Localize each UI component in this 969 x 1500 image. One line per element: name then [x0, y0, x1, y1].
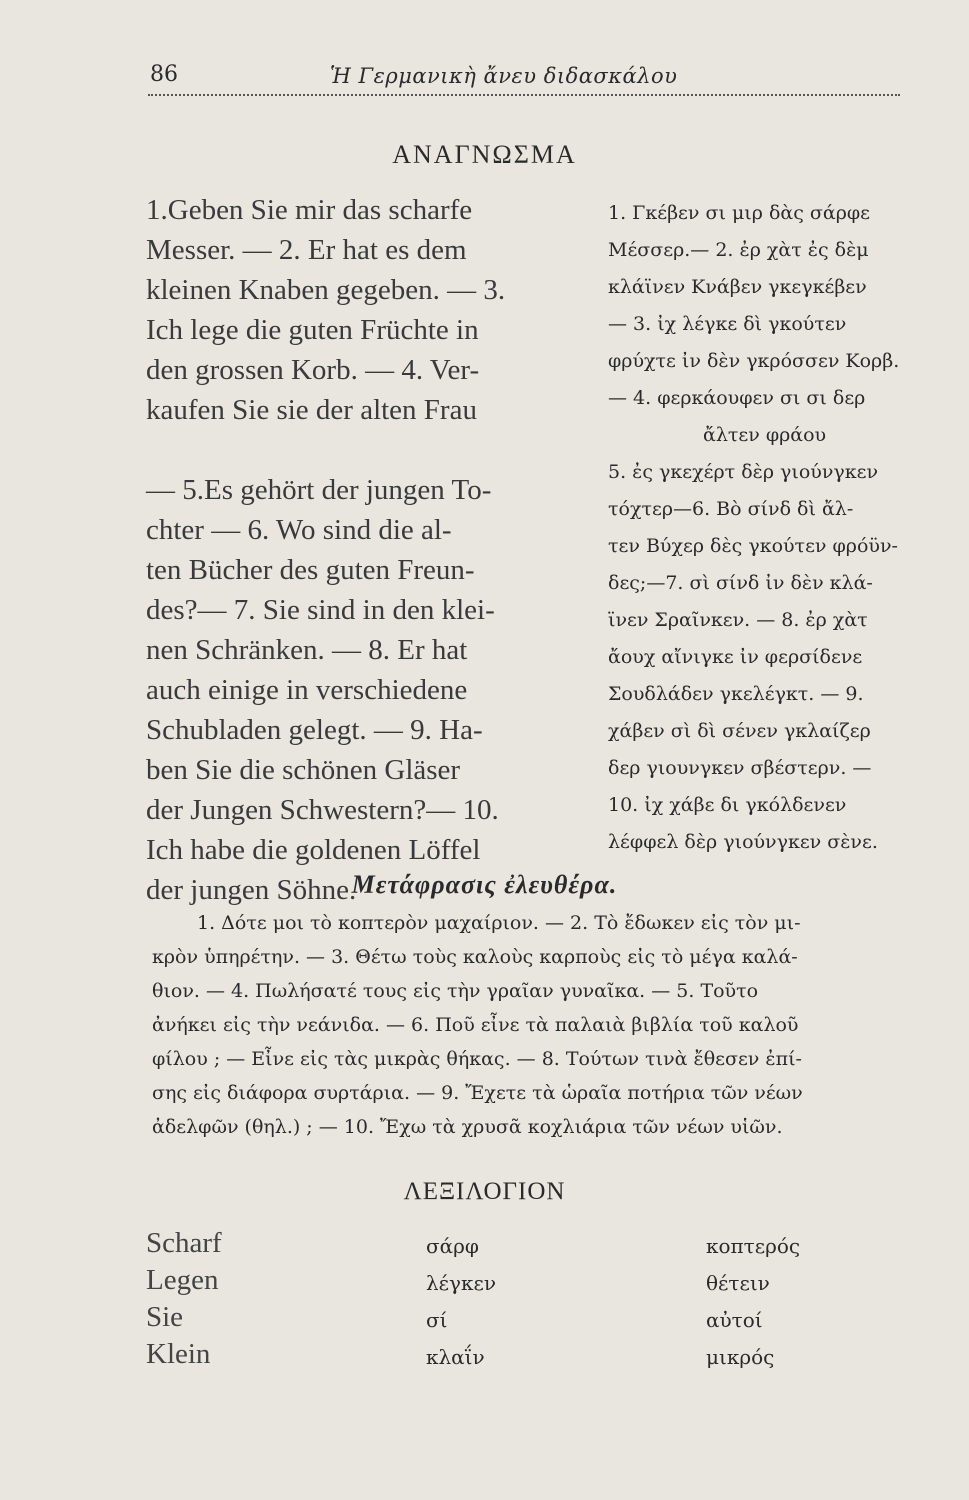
transcription-line: ϊνεν Σραῖνκεν. — 8. ἐρ χὰτ [608, 609, 868, 631]
translation-line: θιον. — 4. Πωλήσατέ τους εἰς τὴν γραῖαν γυναῖκα. — 5. Τοῦτο [152, 980, 759, 1002]
german-line: auch einige in verschiedene [146, 674, 468, 706]
lexicon-entry [146, 1262, 946, 1299]
transcription-line: τόχτερ—6. Βὸ σίνδ δὶ ἄλ- [608, 498, 854, 520]
transcription-line: 10. ἰχ χάβε δι γκόλδενεν [608, 794, 847, 816]
german-line: nen Schränken. — 8. Er hat [146, 634, 468, 666]
transcription-line: τεν Βύχερ δὲς γκούτεν φρόϋν- [608, 535, 898, 557]
german-line: kaufen Sie sie der alten Frau [146, 394, 477, 426]
translation-heading: Μετάφρασις ἐλευθέρα. [351, 870, 618, 899]
translation-line: 1. Δότε μοι τὸ κοπτερὸν μαχαίριον. — 2. Τὸ ἔδωκεν εἰς τὸν μι- [197, 912, 801, 934]
german-line: ten Bücher des guten Freun- [146, 554, 475, 586]
lexicon-entry [146, 1225, 946, 1262]
german-line: des?— 7. Sie sind in den klei- [146, 594, 495, 626]
translation-line: ἀδελφῶν (θηλ.) ; — 10. Ἔχω τὰ χρυσᾶ κοχλιάρια τῶν νέων υἱῶν. [152, 1116, 783, 1138]
running-title: Ἡ Γερμανικὴ ἄνευ διδασκάλου [330, 64, 678, 88]
german-line: 1.Geben Sie mir das scharfe [146, 194, 473, 226]
transcription-line: χάβεν σὶ δὶ σένεν γκλαίζερ [608, 720, 871, 742]
transcription-line: — 3. ἰχ λέγκε δὶ γκούτεν [608, 313, 847, 335]
translation-paragraph [152, 906, 942, 1144]
translation-line: σης εἰς διάφορα συρτάρια. — 9. Ἔχετε τὰ ὡραῖα ποτήρια τῶν νέων [152, 1082, 803, 1104]
transcription-line: δες;—7. σὶ σίνδ ἰν δὲν κλά- [608, 572, 873, 594]
reading-heading: ΑΝΑΓΝΩΣΜΑ [392, 140, 577, 169]
translation-line: φίλου ; — Εἶνε εἰς τὰς μικρὰς θήκας. — 8. Τούτων τινὰ ἔθεσεν ἐπί- [152, 1048, 802, 1070]
lexicon-german: Legen [146, 1264, 219, 1296]
lexicon-pronunciation: σί [426, 1308, 448, 1332]
lexicon-pronunciation: κλαΐν [426, 1345, 485, 1369]
transcription-line: κλάϊνεν Κνάβεν γκεγκέβεν [608, 276, 867, 298]
german-line: — 5.Es gehört der jungen To- [146, 474, 492, 506]
lexicon-german: Scharf [146, 1227, 222, 1259]
transcription-line: ἄουχ αἴνιγκε ἰν φερσίδενε [608, 646, 863, 668]
german-line: kleinen Knaben gegeben. — 3. [146, 274, 506, 306]
german-line: chter — 6. Wo sind die al- [146, 514, 452, 546]
lexicon-german: Klein [146, 1338, 211, 1370]
page-number: 86 [150, 62, 178, 87]
translation-line: κρὸν ὑπηρέτην. — 3. Θέτω τοὺς καλοὺς καρποὺς εἰς τὸ μέγα καλά- [152, 946, 798, 968]
transcription-line: 1. Γκέβεν σι μιρ δὰς σάρφε [608, 202, 871, 224]
lexicon-table [146, 1225, 946, 1373]
lexicon-pronunciation: σάρφ [426, 1234, 479, 1258]
transcription-line: λέφφελ δὲρ γιούνγκεν σὲνε. [608, 831, 878, 853]
german-line: Ich habe die goldenen Löffel [146, 834, 481, 866]
german-line [146, 430, 586, 470]
german-line: der Jungen Schwestern?— 10. [146, 794, 499, 826]
lexicon-greek: θέτειν [706, 1271, 770, 1295]
transcription-line: φρύχτε ἰν δὲν γκρόσσεν Κορβ. [608, 350, 900, 372]
german-line: der jungen Söhne. [146, 874, 357, 906]
lexicon-greek: αὐτοί [706, 1308, 763, 1332]
lexicon-greek: κοπτερός [706, 1234, 801, 1258]
lexicon-pronunciation: λέγκεν [426, 1271, 497, 1295]
header-rule [148, 94, 900, 96]
lexicon-entry [146, 1299, 946, 1336]
transcription-line: Σουδλάδεν γκελέγκτ. — 9. [608, 683, 864, 705]
german-line: Ich lege die guten Früchte in [146, 314, 479, 346]
translation-line: ἀνήκει εἰς τὴν νεάνιδα. — 6. Ποῦ εἶνε τὰ παλαιὰ βιβλία τοῦ καλοῦ [152, 1014, 799, 1036]
lexicon-greek: μικρός [706, 1345, 775, 1369]
german-line: den grossen Korb. — 4. Ver- [146, 354, 480, 386]
lexicon-german: Sie [146, 1301, 184, 1333]
transcription-line: 5. ἐς γκεχέρτ δὲρ γιούνγκεν [608, 461, 879, 483]
german-line: Messer. — 2. Er hat es dem [146, 234, 467, 266]
transcription-line: Μέσσερ.— 2. ἐρ χὰτ ἐς δὲμ [608, 239, 869, 261]
german-line: ben Sie die schönen Gläser [146, 754, 461, 786]
lexicon-heading: ΛΕΞΙΛΟΓΙΟΝ [403, 1178, 566, 1205]
german-line: Schubladen gelegt. — 9. Ha- [146, 714, 483, 746]
transcription-line: — 4. φερκάουφεν σι σι δερ [608, 387, 866, 409]
transcription-line: δερ γιουνγκεν σβέστερν. — [608, 757, 872, 779]
german-text-column [146, 190, 586, 910]
transcription-line: ἄλτεν φράου [703, 424, 827, 446]
lexicon-entry [146, 1336, 946, 1373]
transcription-column [608, 195, 948, 861]
